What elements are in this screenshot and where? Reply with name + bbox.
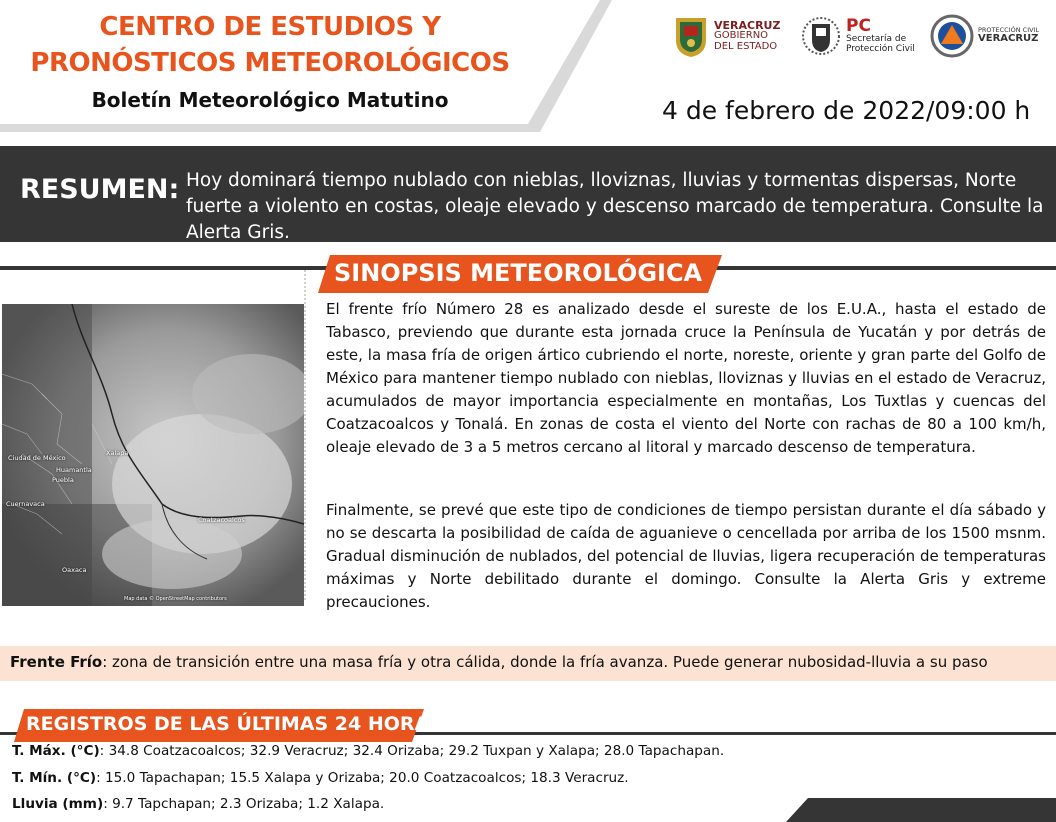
map-attribution: Map data © OpenStreetMap contributors — [124, 596, 227, 602]
map-label: Cuernavaca — [6, 500, 45, 508]
sinopsis-paragraph-2: Finalmente, se prevé que este tipo de condiciones de tiempo persistan durante el día sábado y no se descarta la posibilidad de caída de aguanieve o cencellada por arriba de los 1500 msnm. Gradual disminución de nublados, del potencial de lluvias, ligera recuperación de temperaturas máximas y Norte debilitado durante el domingo. Consulte la Alerta Gris y extreme precauciones. — [326, 501, 1046, 611]
satellite-map — [2, 304, 304, 606]
veracruz-shield-icon — [672, 14, 710, 58]
pc-logo — [802, 14, 915, 58]
resumen-bar — [0, 146, 1056, 242]
record-tmax — [12, 743, 724, 759]
resumen-text: Hoy dominará tiempo nublado con nieblas, lloviznas, lluvias y tormentas dispersas, Norte fuerte a violento en costas, oleaje elevado y descenso marcado de temperatura. Consulte la Alerta Gris. — [186, 170, 1044, 243]
pcv-logo-line2: VERACRUZ — [978, 33, 1039, 45]
map-label: Puebla — [52, 476, 74, 484]
registros-title: REGISTROS DE LAS ÚLTIMAS 24 HORAS — [26, 713, 443, 735]
lluvia-value: : 9.7 Tapchapan; 2.3 Orizaba; 1.2 Xalapa. — [103, 796, 385, 812]
tmin-label: T. Mín. (°C) — [12, 770, 97, 786]
map-label: Oaxaca — [62, 566, 87, 574]
title-line-2: PRONÓSTICOS METEOROLÓGICOS — [30, 48, 510, 78]
bulletin-date: 4 de febrero de 2022/09:00 h — [662, 96, 1031, 125]
tmin-value: : 15.0 Tapachapan; 15.5 Xalapa y Orizaba; 20.0 Coatzacoalcos; 18.3 Veracruz. — [96, 770, 629, 786]
dotted-divider — [304, 270, 306, 600]
title-line-1: CENTRO DE ESTUDIOS Y — [99, 12, 441, 42]
map-label: Xalapa — [106, 449, 129, 457]
record-tmin — [12, 770, 629, 786]
resumen-label: RESUMEN: — [20, 174, 180, 205]
pc-logo-line3: Protección Civil — [846, 43, 915, 54]
pc-seal-icon — [802, 14, 840, 58]
frente-frio-text: : zona de transición entre una masa fría y otra cálida, donde la fría avanza. Puede generar nubosidad-lluvia a su paso — [102, 653, 988, 671]
pc-logo-line2: Secretaría de — [846, 34, 907, 45]
tmax-label: T. Máx. (°C) — [12, 743, 100, 759]
record-lluvia — [12, 796, 384, 812]
corner-decoration — [786, 798, 1056, 822]
bulletin-subtitle: Boletín Meteorológico Matutino — [91, 88, 449, 112]
sinopsis-paragraph-1: El frente frío Número 28 es analizado desde el sureste de los E.U.A., hasta el estado de Tabasco, previendo que durante esta jornada cruce la Península de Yucatán y por detrás de este, la masa fría de origen ártico cubriendo el norte, noreste, oriente y gran parte del Golfo de México para mantener tiempo nublado con nieblas, lloviznas y lluvias en el estado de Veracruz, acumulados de mayor importancia especialmente en montañas, Los Tuxtlas y cuencas del Coatzacoalcos y Tonalá. En zonas de costa el viento del Norte con rachas de 80 a 100 km/h, oleaje elevado de 3 a 5 metros cercano al litoral y marcado descenso de temperatura. — [326, 300, 1046, 456]
tmax-value: : 34.8 Coatzacoalcos; 32.9 Veracruz; 32.4 Orizaba; 29.2 Tuxpan y Xalapa; 28.0 Tapachapan. — [99, 743, 725, 759]
veracruz-logo-line1: VERACRUZ — [714, 18, 781, 32]
frente-frio-definition — [0, 646, 1056, 681]
logos — [672, 14, 1044, 74]
pcv-logo-line1: PROTECCIÓN CIVIL — [978, 26, 1040, 35]
map-label: Huamantla — [56, 466, 92, 474]
sinopsis-title: SINOPSIS METEOROLÓGICA — [334, 259, 703, 287]
pcv-logo — [930, 14, 1039, 58]
veracruz-logo — [672, 14, 780, 58]
civil-protection-icon — [930, 14, 974, 58]
veracruz-logo-line3: DEL ESTADO — [714, 40, 778, 52]
pc-logo-line1: PC — [846, 15, 871, 36]
frente-frio-term: Frente Frío — [10, 653, 103, 671]
lluvia-label: Lluvia (mm) — [12, 796, 104, 812]
map-label: Ciudad de México — [8, 454, 66, 462]
veracruz-logo-line2: GOBIERNO — [714, 30, 769, 42]
map-label: Coatzacoalcos — [198, 516, 245, 524]
